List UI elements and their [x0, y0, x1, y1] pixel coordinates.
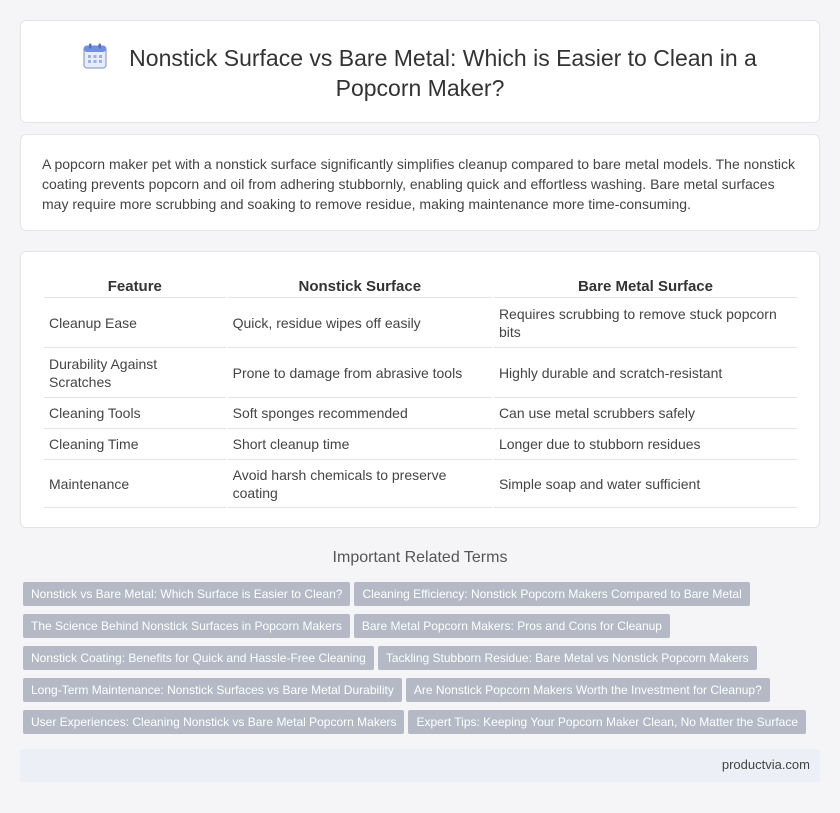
header-bare-metal: Bare Metal Surface [494, 274, 797, 298]
related-term-link[interactable]: Tackling Stubborn Residue: Bare Metal vs Nonstick Popcorn Makers [378, 646, 757, 670]
table-cell: Requires scrubbing to remove stuck popcorn bits [494, 298, 797, 348]
table-cell: Soft sponges recommended [228, 398, 492, 429]
intro-paragraph: A popcorn maker pet with a nonstick surface significantly simplifies cleanup compared to bare metal models. The nonstick coating prevents popcorn and oil from adhering stubbornly, enabling quick and effortless washing. Bare metal surfaces may require more scrubbing and soaking to remove residue, making maintenance more time-consuming. [42, 156, 795, 212]
table-cell: Longer due to stubborn residues [494, 429, 797, 460]
page-title-row [21, 43, 819, 103]
footer-site-link[interactable]: productvia.com [721, 757, 810, 772]
related-term-link[interactable]: Are Nonstick Popcorn Makers Worth the Investment for Cleanup? [406, 678, 770, 702]
table-cell: Can use metal scrubbers safely [494, 398, 797, 429]
related-terms-list [23, 582, 803, 742]
comparison-table [42, 274, 799, 508]
footer [20, 749, 820, 782]
comparison-table-card [20, 251, 820, 528]
table-row [44, 429, 797, 460]
header-nonstick: Nonstick Surface [228, 274, 492, 298]
table-cell: Short cleanup time [228, 429, 492, 460]
table-cell: Cleanup Ease [44, 298, 226, 348]
calendar-icon [83, 43, 107, 69]
table-cell: Cleaning Time [44, 429, 226, 460]
intro-card [20, 134, 820, 231]
table-cell: Avoid harsh chemicals to preserve coating [228, 460, 492, 508]
related-term-link[interactable]: Expert Tips: Keeping Your Popcorn Maker Clean, No Matter the Surface [408, 710, 806, 734]
related-term-link[interactable]: Cleaning Efficiency: Nonstick Popcorn Makers Compared to Bare Metal [354, 582, 749, 606]
table-cell: Durability Against Scratches [44, 348, 226, 398]
header-feature: Feature [44, 274, 226, 298]
related-term-link[interactable]: Nonstick Coating: Benefits for Quick and Hassle-Free Cleaning [23, 646, 374, 670]
table-cell: Prone to damage from abrasive tools [228, 348, 492, 398]
related-terms-heading: Important Related Terms [332, 549, 508, 566]
table-cell: Maintenance [44, 460, 226, 508]
table-header-row [44, 274, 797, 298]
related-term-link[interactable]: User Experiences: Cleaning Nonstick vs Bare Metal Popcorn Makers [23, 710, 404, 734]
related-term-link[interactable]: Long-Term Maintenance: Nonstick Surfaces vs Bare Metal Durability [23, 678, 402, 702]
table-row [44, 348, 797, 398]
table-cell: Cleaning Tools [44, 398, 226, 429]
table-cell: Simple soap and water sufficient [494, 460, 797, 508]
table-cell: Highly durable and scratch-resistant [494, 348, 797, 398]
related-term-link[interactable]: Bare Metal Popcorn Makers: Pros and Cons for Cleanup [354, 614, 670, 638]
table-row [44, 298, 797, 348]
related-term-link[interactable]: The Science Behind Nonstick Surfaces in Popcorn Makers [23, 614, 350, 638]
table-row [44, 460, 797, 508]
page-title: Nonstick Surface vs Bare Metal: Which is Easier to Clean in a Popcorn Maker? [129, 45, 757, 101]
title-card [20, 20, 820, 123]
table-row [44, 398, 797, 429]
table-cell: Quick, residue wipes off easily [228, 298, 492, 348]
related-term-link[interactable]: Nonstick vs Bare Metal: Which Surface is Easier to Clean? [23, 582, 350, 606]
